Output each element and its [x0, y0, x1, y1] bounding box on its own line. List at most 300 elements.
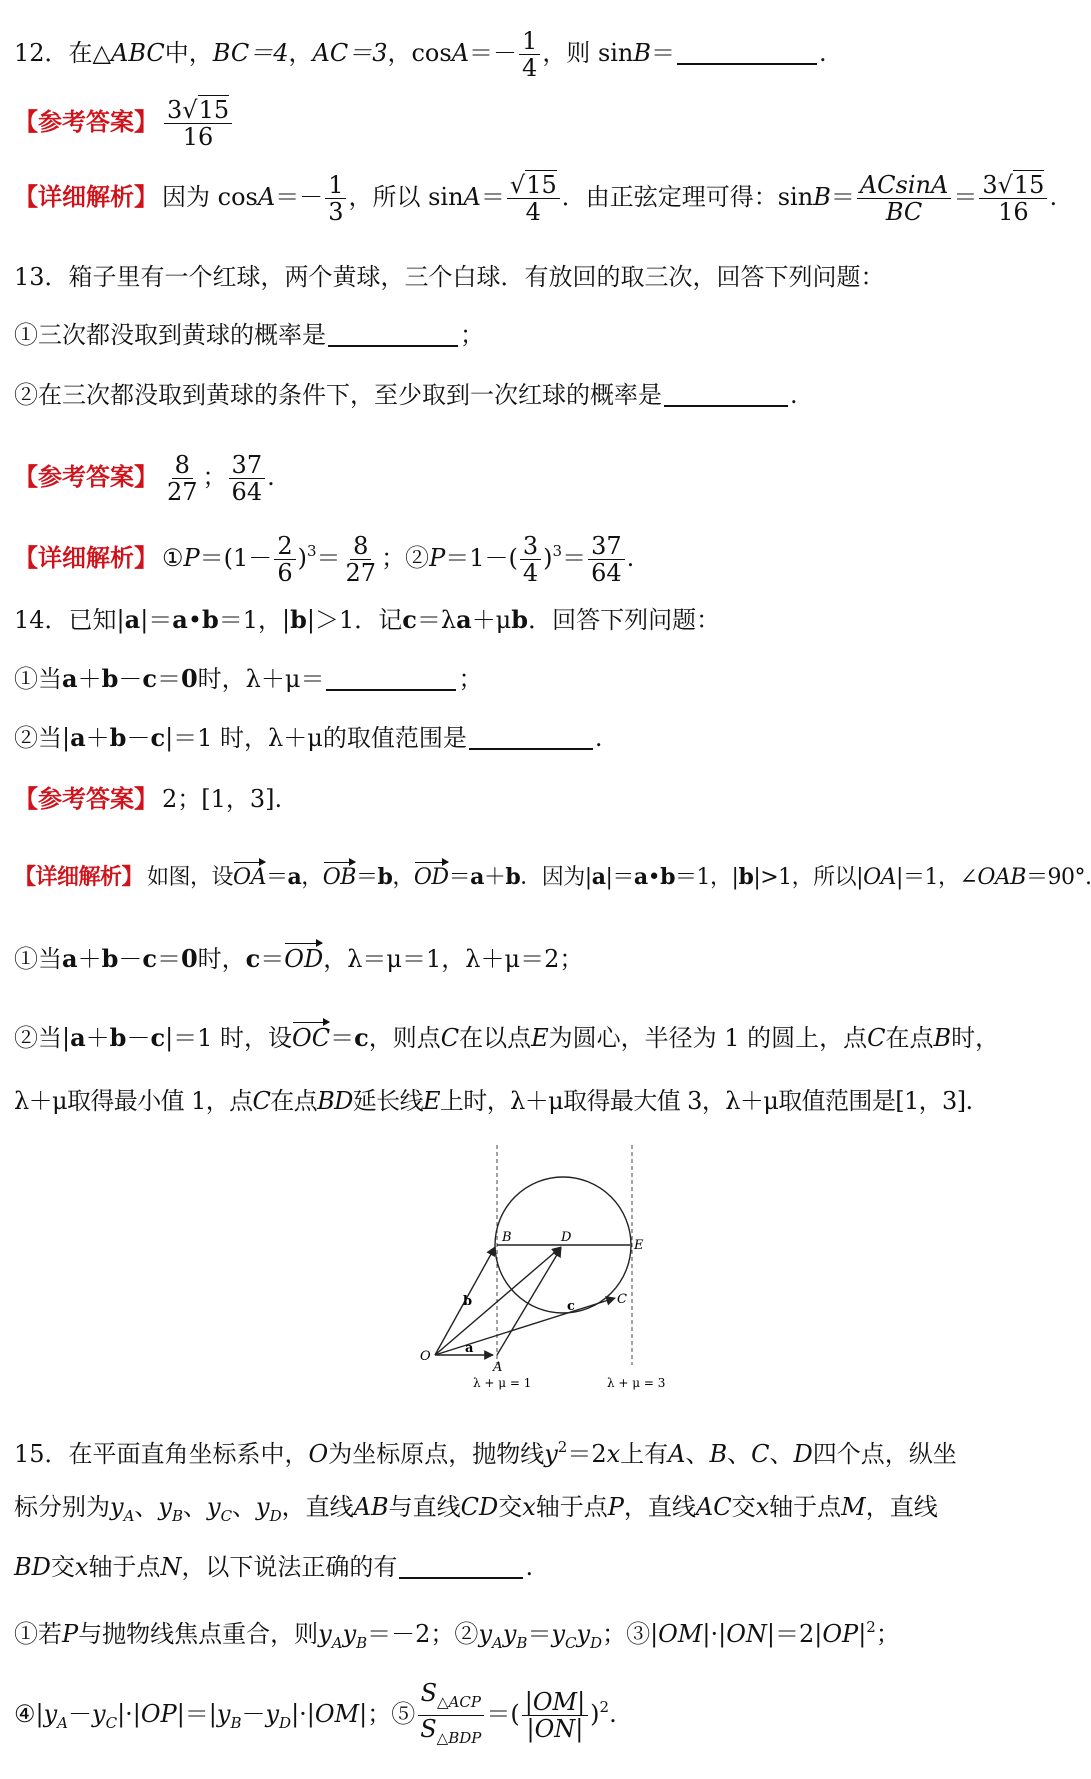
text: ②当| — [14, 724, 71, 752]
text: ＋μ — [471, 606, 512, 634]
text: ； — [875, 1620, 900, 1648]
text: b — [505, 864, 521, 890]
answer-tag: 【参考答案】 — [14, 462, 158, 491]
text: b — [738, 864, 754, 890]
fraction — [520, 533, 541, 586]
text: c — [402, 605, 417, 634]
text: y — [110, 1493, 124, 1521]
label-o-point: O — [420, 1349, 431, 1364]
text: ＝ — [316, 544, 341, 572]
subscript: A — [331, 1634, 343, 1652]
text: a — [470, 864, 484, 890]
text: － — [126, 1024, 151, 1052]
numerator: 3√15 — [164, 97, 232, 124]
text: ＝－ — [469, 39, 518, 67]
label-b-vector: b — [463, 1294, 473, 1309]
text: ＝ — [651, 39, 676, 67]
text: BC＝4 — [212, 39, 289, 67]
text: 、 — [769, 1440, 794, 1468]
text: ， — [288, 39, 313, 67]
numerator: √15 — [507, 172, 560, 199]
text: |·| — [291, 1700, 315, 1728]
answer-blank — [664, 383, 788, 407]
fraction — [164, 97, 232, 150]
fraction — [417, 1680, 484, 1751]
text: 因为 cos — [162, 183, 258, 211]
q14-answer — [14, 784, 1066, 814]
text: c — [150, 723, 166, 752]
text: 轴于点 — [769, 1493, 842, 1521]
text: x — [74, 1553, 89, 1581]
text: OM — [658, 1620, 703, 1648]
answer-blank — [399, 1555, 523, 1579]
text: 交 — [50, 1553, 75, 1581]
numerator: 3 — [520, 533, 541, 560]
text: a — [62, 944, 78, 973]
subscript: B — [171, 1507, 183, 1525]
text: b — [511, 605, 529, 634]
denominator: 16 — [998, 198, 1029, 226]
text: y — [478, 1620, 492, 1648]
text: C — [440, 1024, 460, 1052]
text: y — [43, 1700, 58, 1728]
fraction — [164, 452, 201, 505]
numerator: 2 — [274, 533, 295, 560]
text: λ＋μ取得最小值 1，点 — [14, 1087, 253, 1115]
text: a — [124, 605, 141, 634]
fraction — [588, 533, 625, 586]
label-d-point: D — [561, 1230, 572, 1245]
text: a — [70, 723, 86, 752]
text: . — [626, 544, 635, 572]
text: . — [525, 1553, 534, 1581]
text: a — [70, 1023, 86, 1052]
text: － — [126, 724, 151, 752]
text: ＝－2；② — [367, 1620, 479, 1648]
text: ＋ — [85, 724, 110, 752]
vector-od: OD — [414, 863, 449, 893]
numerator: 8 — [172, 452, 193, 479]
text: ，cos — [387, 39, 452, 67]
exponent: 2 — [866, 1618, 876, 1636]
text: a — [62, 664, 78, 693]
text: 0 — [180, 944, 198, 973]
text: ＝ — [527, 1620, 552, 1648]
text: c — [150, 1023, 166, 1052]
text: . — [819, 39, 827, 67]
text: ．由正弦定理可得：sin — [561, 183, 814, 211]
exponent: 3 — [552, 542, 563, 560]
text: E — [422, 1087, 440, 1115]
text: a — [287, 864, 302, 890]
subscript: D — [269, 1507, 282, 1525]
text: 14．已知| — [14, 606, 125, 634]
text: |＝ — [605, 865, 634, 890]
denominator: 4 — [522, 559, 539, 587]
text: 与直线 — [388, 1493, 461, 1521]
subscript: B — [516, 1634, 528, 1652]
text: ＝1，| — [675, 865, 739, 890]
text: OP — [140, 1700, 177, 1728]
text: |·| — [117, 1700, 141, 1728]
numerator: 3√15 — [979, 172, 1047, 199]
q13-answer — [14, 452, 1066, 505]
answer-text: 2；[1，3]. — [162, 785, 283, 813]
q15-options-1 — [14, 1612, 1066, 1658]
text: ＝ — [480, 183, 505, 211]
text: ； — [460, 321, 484, 349]
text: ＋ — [483, 865, 506, 890]
label-e-point: E — [634, 1238, 644, 1253]
answer-blank — [469, 726, 593, 750]
text: b — [109, 1023, 127, 1052]
text: a — [633, 864, 648, 890]
text: P — [429, 544, 446, 572]
subscript: △ACP — [437, 1693, 481, 1711]
text: . — [609, 1700, 617, 1728]
subscript: A — [492, 1634, 503, 1652]
subscript: C — [105, 1714, 118, 1732]
text: ①三次都没取到黄球的概率是 — [14, 321, 326, 349]
text: 在以点 — [459, 1024, 532, 1052]
answer-tag: 【参考答案】 — [14, 107, 158, 136]
text: 0 — [180, 664, 198, 693]
q15-line3 — [14, 1552, 1066, 1582]
text: ＝90°. — [1025, 865, 1091, 890]
answer-tag: 【参考答案】 — [14, 784, 158, 813]
text: • — [647, 865, 661, 890]
text: 时， — [197, 945, 246, 973]
text: • — [187, 606, 202, 634]
text: P — [183, 544, 200, 572]
subscript: △BDP — [436, 1729, 482, 1747]
text: ，则点 — [368, 1024, 441, 1052]
subscript: B — [356, 1634, 368, 1652]
text: B — [933, 1024, 952, 1052]
text: ，所以 sin — [348, 183, 464, 211]
q12-analysis — [14, 172, 1066, 225]
vector-circle-figure — [415, 1135, 675, 1395]
text: ON — [726, 1620, 767, 1648]
text: C — [252, 1087, 271, 1115]
denominator: 27 — [167, 478, 198, 506]
text: ＋ — [77, 665, 102, 693]
q15-line2 — [14, 1492, 1066, 1531]
denominator: BC — [885, 198, 923, 226]
subscript: C — [565, 1634, 577, 1652]
text: ．因为| — [520, 865, 592, 890]
text: ①若 — [14, 1620, 62, 1648]
text: a — [591, 864, 606, 890]
text: ＝ — [260, 945, 285, 973]
label-a-vector: a — [465, 1341, 474, 1356]
text: － — [241, 1700, 266, 1728]
caption-right: λ + μ = 3 — [607, 1376, 666, 1390]
subscript: A — [123, 1507, 135, 1525]
analysis-tag: 【详细解析】 — [14, 182, 158, 211]
text: ，直线 — [865, 1493, 938, 1521]
fraction — [857, 172, 951, 225]
text: OA — [863, 865, 897, 890]
fraction — [325, 172, 346, 225]
text: A — [451, 39, 470, 67]
text: B — [813, 183, 831, 211]
text: D — [793, 1440, 813, 1468]
q14-analysis-2 — [14, 944, 1066, 974]
q15-options-2 — [14, 1680, 1066, 1751]
text: b — [660, 864, 676, 890]
text: b — [109, 723, 127, 752]
vector-ob: OB — [323, 863, 356, 893]
text: 时， — [951, 1024, 1000, 1052]
subscript: D — [590, 1634, 603, 1652]
answer-blank — [328, 323, 458, 347]
text: ，以下说法正确的有 — [181, 1553, 398, 1581]
text: . — [790, 381, 798, 409]
label-b-point: B — [502, 1230, 512, 1245]
text: ＝(1－ — [199, 544, 273, 572]
text: ②在三次都没取到黄球的条件下，至少取到一次红球的概率是 — [14, 381, 662, 409]
text: 在点 — [885, 1024, 934, 1052]
text: 在点 — [270, 1087, 318, 1115]
segment-ad — [497, 1248, 561, 1355]
label-a-point: A — [493, 1360, 503, 1375]
fraction — [519, 28, 540, 81]
text: ＝ — [448, 865, 471, 890]
text: ) — [590, 1700, 600, 1728]
text: ， — [301, 865, 323, 890]
text: x — [606, 1440, 621, 1468]
text: BD — [317, 1087, 353, 1115]
numerator: 37 — [588, 533, 625, 560]
numerator: 37 — [229, 452, 266, 479]
text: ＝1，| — [218, 606, 291, 634]
text: ； — [458, 665, 483, 693]
text: y — [576, 1620, 591, 1648]
text: ＋ — [77, 945, 102, 973]
fraction — [979, 172, 1047, 225]
text: |·| — [702, 1620, 727, 1648]
text: ＝ — [562, 544, 587, 572]
numerator: ACsinA — [857, 172, 951, 199]
text: |＞1．记 — [306, 606, 403, 634]
text: 为圆心，半径为 1 的圆上，点 — [548, 1024, 868, 1052]
text: |＝| — [176, 1700, 217, 1728]
denominator: 64 — [591, 559, 622, 587]
text: ，则 sin — [542, 39, 634, 67]
text: B — [709, 1440, 728, 1468]
text: y — [502, 1620, 517, 1648]
text: a — [172, 605, 188, 634]
text: 延长线 — [352, 1087, 423, 1115]
text: y — [158, 1493, 172, 1521]
text: b — [101, 664, 119, 693]
vector-oa: OA — [233, 863, 266, 893]
label-c-vector: c — [567, 1299, 575, 1314]
text: ②当| — [14, 1024, 71, 1052]
text: AB — [353, 1493, 389, 1521]
text: 3 — [167, 96, 183, 124]
numerator: 1 — [519, 28, 540, 55]
text: ＝λ — [416, 606, 457, 634]
text: ， — [392, 865, 414, 890]
text: － — [68, 1700, 93, 1728]
q13-part2 — [14, 380, 1066, 410]
text: C — [867, 1024, 886, 1052]
text: ＝ — [355, 865, 378, 890]
exponent: 2 — [599, 1698, 610, 1716]
q14-analysis-3 — [14, 1023, 1066, 1053]
numerator: 1 — [325, 172, 346, 199]
denominator: 4 — [525, 198, 541, 226]
text: ① — [162, 544, 184, 572]
text: S — [420, 1679, 438, 1707]
fraction — [343, 533, 380, 586]
text: |＝1，∠ — [896, 865, 978, 890]
q15-line1 — [14, 1432, 1066, 1469]
text: 上时，λ＋μ取得最大值 3，λ＋μ取值范围是[1，3]. — [439, 1087, 973, 1115]
fraction — [274, 533, 295, 586]
text: |>1，所以| — [753, 865, 864, 890]
text: ＝ — [953, 183, 978, 211]
q14-analysis-1 — [14, 862, 1091, 893]
text: C — [751, 1440, 770, 1468]
analysis-tag: 【详细解析】 — [14, 864, 144, 890]
text: S — [420, 1715, 437, 1743]
text: ④| — [14, 1700, 44, 1728]
text: ＝ — [156, 665, 181, 693]
text: a — [456, 605, 472, 634]
text: ) — [297, 544, 307, 572]
q13-analysis — [14, 533, 1066, 586]
text: y — [318, 1620, 332, 1648]
subscript: A — [57, 1714, 69, 1732]
text: E — [531, 1024, 549, 1052]
numerator — [418, 1680, 484, 1716]
text: 中， — [164, 39, 213, 67]
caption-left: λ + μ = 1 — [473, 1376, 532, 1390]
text: . — [267, 463, 275, 491]
text: |＝1 时，设 — [165, 1024, 293, 1052]
text: 15 — [1013, 171, 1045, 199]
text: ＝ — [830, 183, 855, 211]
fraction — [522, 1689, 588, 1742]
vector-od: OD — [284, 945, 324, 973]
text: ．回答下列问题： — [528, 606, 721, 634]
text: ；③| — [602, 1620, 659, 1648]
text: 12．在△ — [14, 39, 111, 67]
text: P — [62, 1620, 79, 1648]
vector-oc: OC — [292, 1024, 331, 1052]
text: N — [160, 1553, 182, 1581]
exponent: 2 — [557, 1438, 568, 1456]
text: 交 — [498, 1493, 523, 1521]
text: 时，λ＋μ＝ — [197, 665, 325, 693]
text: b — [290, 605, 307, 634]
text: c — [354, 1023, 369, 1052]
denominator: 16 — [182, 123, 214, 151]
text: 上有 — [620, 1440, 669, 1468]
text: ，直线 — [623, 1493, 696, 1521]
text: 如图，设 — [147, 865, 234, 890]
fraction — [507, 172, 560, 225]
text: b — [377, 864, 393, 890]
denominator: 3 — [328, 198, 344, 226]
text: OP — [822, 1620, 859, 1648]
text: ＋ — [85, 1024, 110, 1052]
text: y — [256, 1493, 270, 1521]
text: CD — [460, 1493, 499, 1521]
text: ) — [543, 544, 553, 572]
text: OAB — [977, 865, 1026, 890]
text: c — [142, 944, 157, 973]
text: 、 — [727, 1440, 752, 1468]
text: ①当 — [14, 665, 62, 693]
text: . — [1049, 183, 1058, 211]
text: M — [841, 1493, 866, 1521]
label-c-point: C — [617, 1292, 627, 1307]
q12-answer — [14, 97, 1066, 150]
text: 、 — [685, 1440, 710, 1468]
text: 轴于点 — [88, 1553, 161, 1581]
text: O — [308, 1440, 329, 1468]
text: 交 — [731, 1493, 756, 1521]
text: | — [858, 1620, 867, 1648]
fraction — [229, 452, 266, 505]
text: AC — [695, 1493, 732, 1521]
denominator: 6 — [277, 559, 293, 587]
answer-blank — [326, 667, 456, 691]
text: 、 — [183, 1493, 207, 1521]
text: 、 — [232, 1493, 257, 1521]
text: y — [551, 1620, 565, 1648]
text: A — [463, 183, 481, 211]
numerator: |OM| — [522, 1689, 588, 1716]
subscript: B — [230, 1714, 242, 1732]
text: x — [755, 1493, 770, 1521]
text: |＝1 时，λ＋μ的取值范围是 — [165, 724, 467, 752]
text: 15 — [198, 96, 230, 124]
text: 与抛物线焦点重合，则 — [78, 1620, 319, 1648]
text: c — [142, 664, 157, 693]
text: 3 — [982, 171, 998, 199]
denominator: 64 — [231, 478, 263, 506]
denominator: |ON| — [526, 1715, 584, 1743]
text: OM — [314, 1700, 360, 1728]
text: ＝－ — [275, 183, 324, 211]
subscript: D — [279, 1714, 292, 1732]
text: |＝ — [140, 606, 173, 634]
text: － — [118, 665, 143, 693]
text: B — [633, 39, 652, 67]
text: |＝2| — [766, 1620, 823, 1648]
analysis-tag: 【详细解析】 — [14, 543, 158, 572]
text: c — [245, 944, 261, 973]
text: ①当 — [14, 945, 62, 973]
text: y — [265, 1700, 280, 1728]
text: b — [101, 944, 119, 973]
text: 四个点，纵坐 — [812, 1440, 957, 1468]
text: . — [594, 724, 603, 752]
text: ＝ — [156, 945, 181, 973]
exponent: 3 — [306, 542, 317, 560]
text: y — [216, 1700, 231, 1728]
text: A — [257, 183, 276, 211]
text: 为坐标原点，抛物线 — [328, 1440, 545, 1468]
text: 轴于点 — [535, 1493, 608, 1521]
text: y — [544, 1440, 558, 1468]
text: ＝2 — [567, 1440, 607, 1468]
